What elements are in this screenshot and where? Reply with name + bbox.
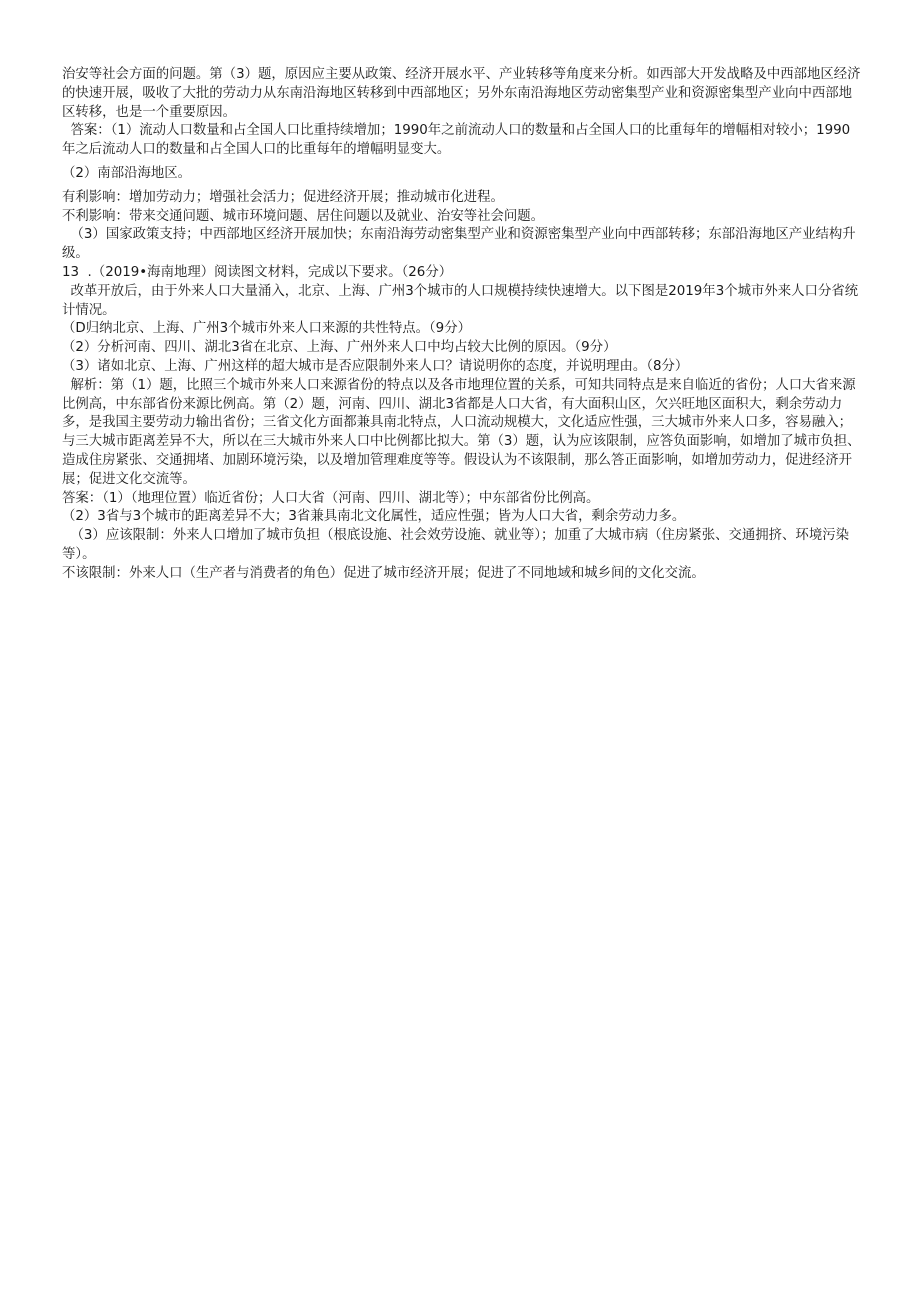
question-13-title: 13 .（2019•海南地理）阅读图文材料，完成以下要求。（26分） (62, 264, 453, 280)
analysis-continued-paragraph: 治安等社会方面的问题。第（3）题，原因应主要从政策、经济开展水平、产业转移等角度来分析。如西部大开发战略及中西部地区经济的快速开展，吸收了大批的劳动力从东南沿海地区转移到中西部地区；另外东南沿海地区劳动密集型产业和资源密集型产业向中西部地区转移，也是一个重要原因。 (62, 67, 861, 120)
question-13-answer-3-alt: 不该限制：外来人口（生产者与消费者的角色）促进了城市经济开展；促进了不同地域和城乡间的文化交流。 (62, 565, 705, 581)
question-13-answer-1: 答案：（1）（地理位置）临近省份；人口大省（河南、四川、湖北等）；中东部省份比例高。 (62, 490, 600, 506)
document-page (62, 66, 862, 584)
question-13-sub-2: （2）分析河南、四川、湖北3省在北京、上海、广州外来人口中均占较大比例的原因。（9分） (62, 340, 617, 356)
question-13-sub-1: （D归纳北京、上海、广州3个城市外来人口来源的共性特点。（9分） (62, 321, 471, 337)
answer-part-2: （2）南部沿海地区。 (62, 165, 192, 181)
answer-part-3: （3）国家政策支持；中西部地区经济开展加快；东南沿海劳动密集型产业和资源密集型产业向中西部转移；东部沿海地区产业结构升级。 (62, 227, 856, 262)
question-13-analysis: 解析：第（1）题，比照三个城市外来人口来源省份的特点以及各市地理位置的关系，可知共同特点是来自临近的省份；人口大省来源比例高，中东部省份来源比例高。第（2）题，河南、四川、湖北3省都是人口大省，有大面积山区，欠兴旺地区面积大，剩余劳动力多，是我国主要劳动力输出省份；三省文化方面都兼具南北特点，人口流动规模大，文化适应性强，三大城市外来人口多，容易融入；与三大城市距离差异不大，所以在三大城市外来人口中比例都比拟大。第（3）题，认为应该限制，应答负面影响，如增加了城市负担、造成住房紧张、交通拥堵、加剧环境污染，以及增加管理难度等等。假设认为不该限制，那么答正面影响，如增加劳动力，促进经济开展；促进文化交流等。 (62, 377, 861, 487)
answer-part-1: 答案：（1）流动人口数量和占全国人口比重持续增加；1990年之前流动人口的数量和占全国人口的比重每年的增幅相对较小；1990年之后流动人口的数量和占全国人口的比重每年的增幅明显变大。 (62, 123, 851, 158)
question-13-sub-3: （3）诸如北京、上海、广州这样的超大城市是否应限制外来人口？请说明你的态度，并说明理由。（8分） (62, 358, 689, 374)
question-13-answer-3: （3）应该限制：外来人口增加了城市负担（根底设施、社会效劳设施、就业等）；加重了大城市病（住房紧张、交通拥挤、环境污染等）。 (62, 528, 849, 562)
question-13-material: 改革开放后，由于外来人口大量涌入，北京、上海、广州3个城市的人口规模持续快速增大。以下图是2019年3个城市外来人口分省统计情况。 (62, 283, 859, 318)
question-13-answer-2: （2）3省与3个城市的距离差异不大；3省兼具南北文化属性，适应性强；皆为人口大省，剩余劳动力多。 (62, 509, 686, 525)
favorable-impact: 有利影响：增加劳动力；增强社会活力；促进经济开展；推动城市化进程。 (62, 189, 504, 205)
unfavorable-impact: 不利影响：带来交通问题、城市环境问题、居住问题以及就业、治安等社会问题。 (62, 208, 545, 224)
